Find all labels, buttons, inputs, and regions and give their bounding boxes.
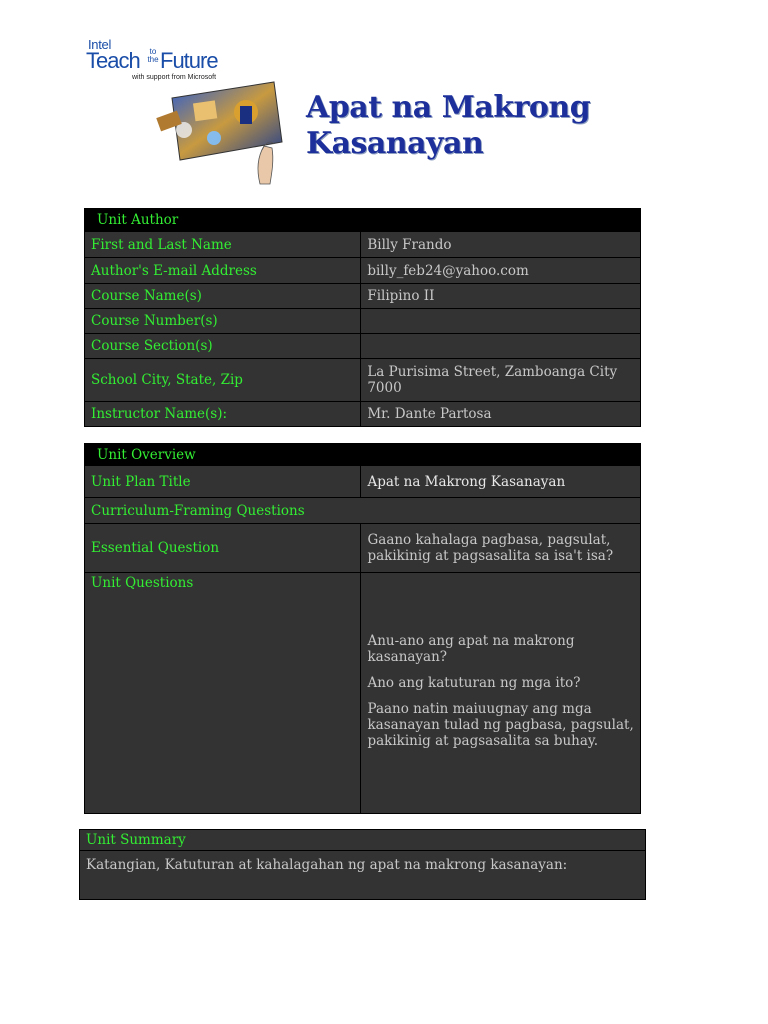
author-row [85,359,641,402]
unit-question: Ano ang katuturan ng mga ito? [367,675,581,691]
field-value: La Purisima Street, Zamboanga City 7000 [361,359,641,402]
logo-support-text: with support from Microsoft [132,74,217,81]
unit-question: Anu-ano ang apat na makrong kasanayan? [367,633,575,665]
unit-author-table [84,208,641,427]
field-label: Instructor Name(s): [85,402,361,427]
field-label: Course Number(s) [85,309,361,334]
unit-questions-label: Unit Questions [85,573,361,814]
logo-intel-text: Intel [88,37,112,52]
unit-question: Paano natin maiuugnay ang mga kasanayan tulad ng pagbasa, pagsulat, pakikinig at pagsasalita sa buhay. [367,701,634,749]
curriculum-framing-label: Curriculum-Framing Questions [85,498,641,524]
field-value: Mr. Dante Partosa [361,402,641,427]
field-value: Filipino II [361,284,641,309]
page-title [306,90,590,162]
intel-teach-logo [84,38,294,188]
title-line-1: Apat na Makrong [306,90,591,125]
author-row [85,232,641,258]
logo-collage-image [154,80,294,190]
logo-future-text: Future [160,48,218,73]
field-label: Course Section(s) [85,334,361,359]
field-value [361,309,641,334]
unit-questions-list [361,573,641,814]
unit-summary-table [79,829,646,900]
essential-question-label: Essential Question [85,524,361,573]
field-value: billy_feb24@yahoo.com [361,258,641,284]
unit-summary-text: Katangian, Katuturan at kahalagahan ng apat na makrong kasanayan: [80,851,646,900]
field-value [361,334,641,359]
logo-teach-text: Teach [86,48,140,73]
author-row [85,334,641,359]
unit-author-header: Unit Author [85,209,641,232]
field-label: School City, State, Zip [85,359,361,402]
unit-overview-table [84,443,641,814]
unit-summary-header: Unit Summary [80,830,646,851]
logo-to-the-text: to the [147,47,159,64]
unit-overview-header: Unit Overview [85,444,641,466]
author-row [85,309,641,334]
field-label: Author's E-mail Address [85,258,361,284]
essential-question-value: Gaano kahalaga pagbasa, pagsulat, pakikinig at pagsasalita sa isa't isa? [361,524,641,573]
author-row [85,284,641,309]
field-label: Course Name(s) [85,284,361,309]
author-row [85,258,641,284]
unit-plan-title-value: Apat na Makrong Kasanayan [361,466,641,498]
author-row [85,402,641,427]
unit-plan-title-label: Unit Plan Title [85,466,361,498]
field-value: Billy Frando [361,232,641,258]
title-line-2: Kasanayan [306,126,484,161]
field-label: First and Last Name [85,232,361,258]
